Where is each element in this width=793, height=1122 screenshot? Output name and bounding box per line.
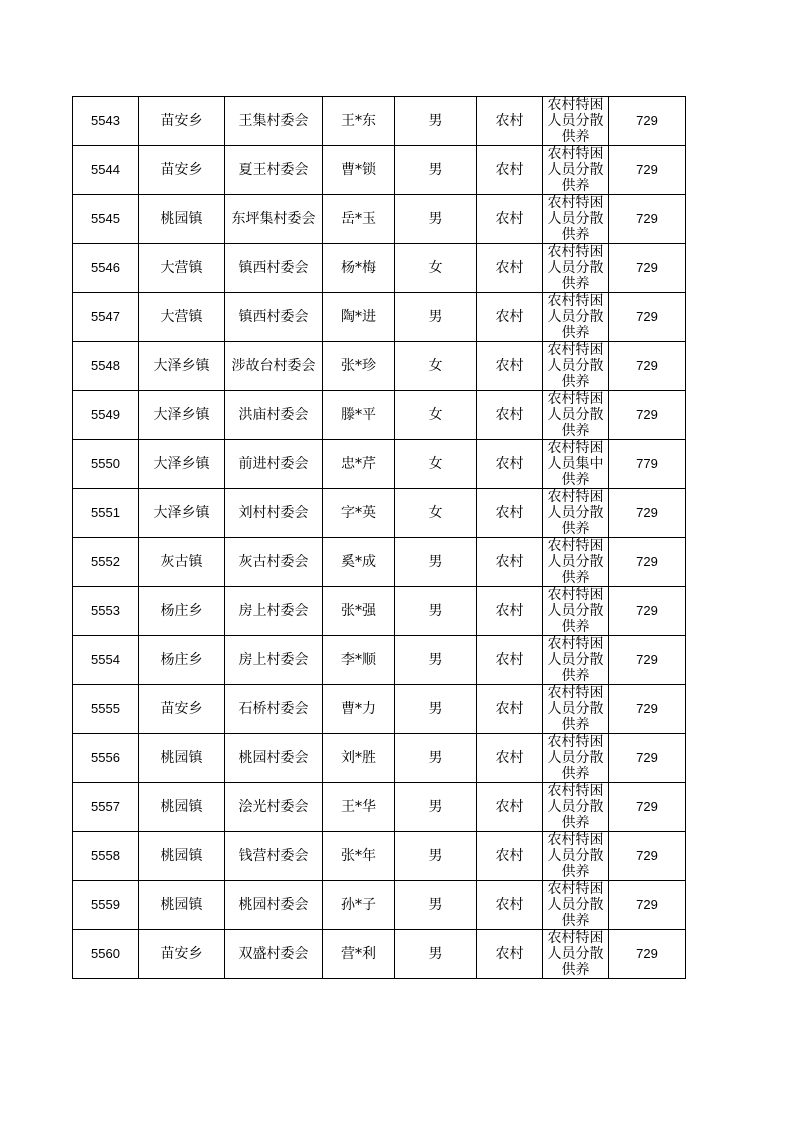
village-cell: 镇西村委会: [225, 244, 323, 293]
gender-cell: 男: [395, 195, 477, 244]
table-body: [73, 97, 686, 979]
support-category-cell: [543, 734, 609, 783]
township-cell: 苗安乡: [139, 930, 225, 979]
gender-cell: 男: [395, 293, 477, 342]
gender-cell: 男: [395, 538, 477, 587]
area-type-cell: 农村: [477, 881, 543, 930]
support-category-cell: [543, 489, 609, 538]
amount-cell: 729: [609, 783, 686, 832]
village-cell: 房上村委会: [225, 587, 323, 636]
gender-cell: 女: [395, 342, 477, 391]
amount-cell: 729: [609, 734, 686, 783]
person-name-cell: 杨*梅: [323, 244, 395, 293]
support-category-text: 农村特困人员分散供养: [547, 244, 604, 292]
support-category-text: 农村特困人员分散供养: [547, 587, 604, 635]
support-category-text: 农村特困人员分散供养: [547, 881, 604, 929]
table-row: [73, 342, 686, 391]
support-category-text: 农村特困人员集中供养: [547, 440, 604, 488]
table-row: [73, 832, 686, 881]
township-cell: 大泽乡镇: [139, 391, 225, 440]
person-name-cell: 王*东: [323, 97, 395, 146]
table-row: [73, 146, 686, 195]
township-cell: 苗安乡: [139, 97, 225, 146]
village-cell: 双盛村委会: [225, 930, 323, 979]
gender-cell: 男: [395, 146, 477, 195]
township-cell: 灰古镇: [139, 538, 225, 587]
support-category-text: 农村特困人员分散供养: [547, 783, 604, 831]
table-row: [73, 97, 686, 146]
table-row: [73, 930, 686, 979]
area-type-cell: 农村: [477, 146, 543, 195]
amount-cell: 779: [609, 440, 686, 489]
township-cell: 大营镇: [139, 293, 225, 342]
gender-cell: 男: [395, 881, 477, 930]
support-category-text: 农村特困人员分散供养: [547, 195, 604, 243]
area-type-cell: 农村: [477, 391, 543, 440]
village-cell: 房上村委会: [225, 636, 323, 685]
records-table: [72, 96, 686, 979]
amount-cell: 729: [609, 391, 686, 440]
village-cell: 涉故台村委会: [225, 342, 323, 391]
village-cell: 洪庙村委会: [225, 391, 323, 440]
support-category-text: 农村特困人员分散供养: [547, 538, 604, 586]
support-category-cell: [543, 538, 609, 587]
amount-cell: 729: [609, 293, 686, 342]
support-category-cell: [543, 293, 609, 342]
record-id-cell: 5552: [73, 538, 139, 587]
village-cell: 钱营村委会: [225, 832, 323, 881]
area-type-cell: 农村: [477, 489, 543, 538]
support-category-cell: [543, 881, 609, 930]
person-name-cell: 王*华: [323, 783, 395, 832]
support-category-text: 农村特困人员分散供养: [547, 342, 604, 390]
township-cell: 杨庄乡: [139, 587, 225, 636]
table-row: [73, 489, 686, 538]
record-id-cell: 5559: [73, 881, 139, 930]
table-row: [73, 587, 686, 636]
table-row: [73, 636, 686, 685]
gender-cell: 男: [395, 832, 477, 881]
area-type-cell: 农村: [477, 832, 543, 881]
support-category-text: 农村特困人员分散供养: [547, 391, 604, 439]
amount-cell: 729: [609, 930, 686, 979]
support-category-text: 农村特困人员分散供养: [547, 832, 604, 880]
gender-cell: 女: [395, 489, 477, 538]
township-cell: 桃园镇: [139, 783, 225, 832]
village-cell: 东坪集村委会: [225, 195, 323, 244]
township-cell: 大泽乡镇: [139, 489, 225, 538]
area-type-cell: 农村: [477, 587, 543, 636]
support-category-cell: [543, 146, 609, 195]
area-type-cell: 农村: [477, 244, 543, 293]
support-category-cell: [543, 587, 609, 636]
area-type-cell: 农村: [477, 440, 543, 489]
record-id-cell: 5543: [73, 97, 139, 146]
gender-cell: 男: [395, 930, 477, 979]
village-cell: 刘村村委会: [225, 489, 323, 538]
village-cell: 桃园村委会: [225, 734, 323, 783]
township-cell: 桃园镇: [139, 881, 225, 930]
township-cell: 大泽乡镇: [139, 342, 225, 391]
support-category-text: 农村特困人员分散供养: [547, 685, 604, 733]
person-name-cell: 曹*锁: [323, 146, 395, 195]
township-cell: 大泽乡镇: [139, 440, 225, 489]
support-category-cell: [543, 930, 609, 979]
record-id-cell: 5553: [73, 587, 139, 636]
support-category-text: 农村特困人员分散供养: [547, 293, 604, 341]
gender-cell: 男: [395, 636, 477, 685]
record-id-cell: 5547: [73, 293, 139, 342]
amount-cell: 729: [609, 146, 686, 195]
gender-cell: 男: [395, 734, 477, 783]
table-row: [73, 244, 686, 293]
person-name-cell: 营*利: [323, 930, 395, 979]
gender-cell: 男: [395, 783, 477, 832]
person-name-cell: 滕*平: [323, 391, 395, 440]
record-id-cell: 5551: [73, 489, 139, 538]
person-name-cell: 张*年: [323, 832, 395, 881]
gender-cell: 女: [395, 440, 477, 489]
record-id-cell: 5556: [73, 734, 139, 783]
table-row: [73, 195, 686, 244]
record-id-cell: 5550: [73, 440, 139, 489]
record-id-cell: 5554: [73, 636, 139, 685]
support-category-cell: [543, 685, 609, 734]
amount-cell: 729: [609, 587, 686, 636]
village-cell: 桃园村委会: [225, 881, 323, 930]
person-name-cell: 张*强: [323, 587, 395, 636]
amount-cell: 729: [609, 636, 686, 685]
record-id-cell: 5549: [73, 391, 139, 440]
township-cell: 桃园镇: [139, 734, 225, 783]
person-name-cell: 曹*力: [323, 685, 395, 734]
area-type-cell: 农村: [477, 293, 543, 342]
record-id-cell: 5544: [73, 146, 139, 195]
person-name-cell: 陶*进: [323, 293, 395, 342]
support-category-cell: [543, 636, 609, 685]
support-category-text: 农村特困人员分散供养: [547, 146, 604, 194]
amount-cell: 729: [609, 97, 686, 146]
area-type-cell: 农村: [477, 783, 543, 832]
support-category-text: 农村特困人员分散供养: [547, 489, 604, 537]
amount-cell: 729: [609, 685, 686, 734]
support-category-cell: [543, 342, 609, 391]
support-category-cell: [543, 244, 609, 293]
person-name-cell: 刘*胜: [323, 734, 395, 783]
village-cell: 镇西村委会: [225, 293, 323, 342]
person-name-cell: 字*英: [323, 489, 395, 538]
person-name-cell: 孙*子: [323, 881, 395, 930]
support-category-cell: [543, 195, 609, 244]
record-id-cell: 5560: [73, 930, 139, 979]
township-cell: 杨庄乡: [139, 636, 225, 685]
table-row: [73, 293, 686, 342]
village-cell: 石桥村委会: [225, 685, 323, 734]
table-row: [73, 440, 686, 489]
area-type-cell: 农村: [477, 342, 543, 391]
record-id-cell: 5545: [73, 195, 139, 244]
record-id-cell: 5558: [73, 832, 139, 881]
amount-cell: 729: [609, 832, 686, 881]
amount-cell: 729: [609, 538, 686, 587]
area-type-cell: 农村: [477, 97, 543, 146]
amount-cell: 729: [609, 342, 686, 391]
area-type-cell: 农村: [477, 734, 543, 783]
table-row: [73, 538, 686, 587]
table-row: [73, 391, 686, 440]
village-cell: 灰古村委会: [225, 538, 323, 587]
gender-cell: 男: [395, 587, 477, 636]
record-id-cell: 5546: [73, 244, 139, 293]
gender-cell: 男: [395, 685, 477, 734]
support-category-cell: [543, 97, 609, 146]
table-row: [73, 881, 686, 930]
person-name-cell: 奚*成: [323, 538, 395, 587]
support-category-cell: [543, 832, 609, 881]
village-cell: 夏王村委会: [225, 146, 323, 195]
support-category-cell: [543, 440, 609, 489]
record-id-cell: 5548: [73, 342, 139, 391]
record-id-cell: 5557: [73, 783, 139, 832]
village-cell: 王集村委会: [225, 97, 323, 146]
area-type-cell: 农村: [477, 636, 543, 685]
township-cell: 桃园镇: [139, 832, 225, 881]
amount-cell: 729: [609, 881, 686, 930]
village-cell: 浍光村委会: [225, 783, 323, 832]
township-cell: 苗安乡: [139, 685, 225, 734]
gender-cell: 女: [395, 391, 477, 440]
amount-cell: 729: [609, 195, 686, 244]
township-cell: 桃园镇: [139, 195, 225, 244]
village-cell: 前进村委会: [225, 440, 323, 489]
support-category-text: 农村特困人员分散供养: [547, 636, 604, 684]
person-name-cell: 忠*芹: [323, 440, 395, 489]
support-category-cell: [543, 783, 609, 832]
support-category-text: 农村特困人员分散供养: [547, 930, 604, 978]
record-id-cell: 5555: [73, 685, 139, 734]
area-type-cell: 农村: [477, 930, 543, 979]
amount-cell: 729: [609, 244, 686, 293]
person-name-cell: 岳*玉: [323, 195, 395, 244]
support-category-cell: [543, 391, 609, 440]
amount-cell: 729: [609, 489, 686, 538]
table-row: [73, 685, 686, 734]
person-name-cell: 李*顺: [323, 636, 395, 685]
area-type-cell: 农村: [477, 195, 543, 244]
area-type-cell: 农村: [477, 685, 543, 734]
township-cell: 大营镇: [139, 244, 225, 293]
gender-cell: 女: [395, 244, 477, 293]
support-category-text: 农村特困人员分散供养: [547, 734, 604, 782]
table-row: [73, 734, 686, 783]
table-row: [73, 783, 686, 832]
support-category-text: 农村特困人员分散供养: [547, 97, 604, 145]
area-type-cell: 农村: [477, 538, 543, 587]
gender-cell: 男: [395, 97, 477, 146]
township-cell: 苗安乡: [139, 146, 225, 195]
person-name-cell: 张*珍: [323, 342, 395, 391]
